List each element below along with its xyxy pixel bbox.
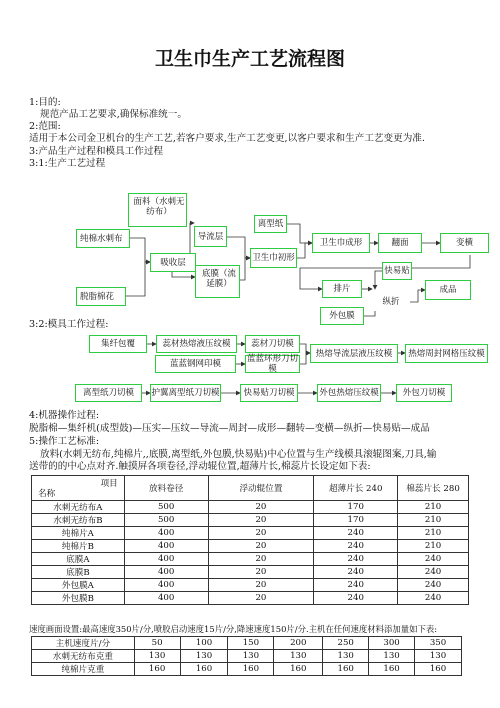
cell: 130 [415, 650, 462, 663]
purpose-heading: 1:目的: [29, 97, 61, 108]
cell: 240 [398, 579, 469, 592]
cell: 160 [228, 663, 274, 676]
node-wrap-film: 外包膜 [320, 307, 364, 325]
node-protect-release-knife: 护翼离型纸刀切模 [150, 384, 221, 402]
cell: 130 [134, 650, 180, 663]
table-row [32, 540, 469, 553]
node-core-hot-melt: 蕊材热熔液压纹模 [156, 335, 237, 353]
table-row [32, 592, 469, 605]
cell: 纯棉片克重 [32, 663, 135, 676]
cell: 130 [323, 650, 369, 663]
node-pad-blank: 卫生巾初形 [250, 248, 297, 268]
cell: 350 [415, 637, 462, 650]
cell: 纯棉片A [32, 527, 125, 540]
machine-text: 脱脂棉—集纤机(成型鼓)—压实—压纹—导流—周封—成形—翻转—变横—纵折—快易贴—成品 [29, 423, 430, 434]
cell: 240 [398, 553, 469, 566]
cell: 水刺无纺布A [32, 501, 125, 514]
spec-header: 棉蕊片长 280 [398, 476, 469, 501]
node-blue-ring-knife: 蓝蓝环形刀切模 [246, 354, 298, 374]
node-core-knife: 蕊材刀切模 [245, 335, 300, 353]
cell: 底膜A [32, 553, 125, 566]
cell: 500 [124, 501, 208, 514]
cell: 20 [208, 527, 314, 540]
cell: 250 [323, 637, 369, 650]
node-easy-tape-knife: 快易贴刀切模 [240, 384, 298, 402]
table-row [32, 637, 462, 650]
cell: 纯棉片B [32, 540, 125, 553]
table-row [32, 579, 469, 592]
speed-table [31, 636, 462, 676]
cell: 170 [314, 514, 398, 527]
cell: 20 [208, 553, 314, 566]
node-degreased-cotton: 脱脂棉花 [76, 287, 126, 306]
cell: 水刺无纺布B [32, 514, 125, 527]
cell: 20 [208, 501, 314, 514]
cell: 20 [208, 592, 314, 605]
cell: 20 [208, 514, 314, 527]
cell: 240 [398, 592, 469, 605]
std-text1: 放料(水刺无纺布,纯棉片,,底膜,离型纸,外包膜,快易贴)中心位置与生产线模具滚辊图案,刀具,输 [40, 449, 437, 460]
cell: 外包膜A [32, 579, 125, 592]
cell: 500 [124, 514, 208, 527]
node-pure-cotton-spunlace: 纯棉水刺布 [76, 229, 130, 248]
cell: 130 [180, 650, 228, 663]
std-heading: 5:操作工艺标准: [29, 436, 100, 447]
spec-table [31, 475, 469, 605]
cell: 240 [398, 566, 469, 579]
cell: 200 [274, 637, 323, 650]
node-blue-gel-screen: 蓝蓝钢网印模 [155, 355, 236, 373]
spec-header: 浮动辊位置 [208, 476, 314, 501]
table-row [32, 501, 469, 514]
node-flip: 翻面 [378, 233, 422, 253]
table-row [32, 514, 469, 527]
node-guide-layer: 导流层 [194, 226, 227, 247]
cell: 240 [314, 527, 398, 540]
node-release-paper: 离型纸 [254, 215, 287, 233]
node-wrap-hot-melt: 外包热熔压纹模 [317, 384, 381, 402]
cell: 400 [124, 566, 208, 579]
node-hot-melt-mesh-press: 热熔周封网格压纹模 [405, 344, 488, 363]
cell: 20 [208, 540, 314, 553]
node-transverse: 变横 [440, 233, 489, 253]
cell: 240 [314, 592, 398, 605]
cell: 240 [314, 540, 398, 553]
table-row [32, 566, 469, 579]
node-bottom-film: 底膜（流延膜） [195, 265, 240, 298]
node-wrap-knife: 外包刀切模 [396, 384, 452, 402]
process-heading: 3:产品生产过程和模具工作过程 [29, 146, 164, 157]
cell: 100 [180, 637, 228, 650]
std-text2: 送带的的中心点对齐.触摸屏各项卷径,浮动辊位置,超薄片长,棉蕊片长设定如下表: [29, 461, 371, 472]
process-sub1: 3:1:生产工艺过程 [29, 158, 106, 169]
cell: 400 [124, 527, 208, 540]
spec-corner [32, 476, 125, 501]
purpose-text: 规范产品工艺要求,确保标准统一。 [40, 109, 187, 120]
cell: 240 [314, 579, 398, 592]
node-pad-forming: 卫生巾成形 [312, 233, 370, 253]
mold-sub2: 3:2:模具工作过程: [29, 319, 109, 330]
cell: 210 [398, 501, 469, 514]
cell: 50 [134, 637, 180, 650]
cell: 外包膜B [32, 592, 125, 605]
cell: 240 [314, 566, 398, 579]
table-row [32, 553, 469, 566]
node-absorbent-layer: 吸收层 [150, 253, 196, 272]
node-hot-melt-guide-press: 热熔导流层液压纹模 [310, 344, 398, 363]
cell: 水刺无纺布克重 [32, 650, 135, 663]
table-row [32, 663, 462, 676]
scope-heading: 2:范围: [29, 121, 61, 132]
cell: 210 [398, 540, 469, 553]
cell: 160 [415, 663, 462, 676]
machine-heading: 4:机器操作过程: [29, 410, 100, 421]
node-surface-material: 面料（水刺无纺布） [128, 193, 187, 227]
cell: 240 [314, 553, 398, 566]
spec-corner-bottom: 名称 [38, 489, 56, 499]
cell: 160 [369, 663, 415, 676]
spec-header: 放料卷径 [124, 476, 208, 501]
cell: 160 [180, 663, 228, 676]
cell: 160 [323, 663, 369, 676]
cell: 底膜B [32, 566, 125, 579]
cell: 主机速度片/分 [32, 637, 135, 650]
cell: 400 [124, 553, 208, 566]
cell: 160 [134, 663, 180, 676]
cell: 210 [398, 527, 469, 540]
node-fold: 纵折 [372, 293, 410, 311]
speed-note: 速度画面设置:最高速度350片/分,喷胶启动速度15片/分,降速速度150片/分.主机在任何速度材料添加量如下表: [29, 624, 438, 634]
node-finished: 成品 [425, 280, 471, 300]
spec-corner-top: 项目 [100, 479, 118, 489]
cell: 130 [274, 650, 323, 663]
cell: 400 [124, 579, 208, 592]
cell: 400 [124, 540, 208, 553]
node-release-knife: 离型纸刀切模 [75, 384, 142, 402]
cell: 160 [274, 663, 323, 676]
node-row-sheet: 排片 [322, 280, 362, 298]
cell: 210 [398, 514, 469, 527]
cell: 400 [124, 592, 208, 605]
cell: 130 [228, 650, 274, 663]
table-row [32, 650, 462, 663]
cell: 130 [369, 650, 415, 663]
table-row [32, 527, 469, 540]
scope-text: 适用于本公司金卫机台的生产工艺,若客户要求,生产工艺变更,以客户要求和生产工艺变更为准. [29, 133, 425, 144]
page-title: 卫生巾生产工艺流程图 [154, 48, 345, 70]
node-easy-tape: 快易贴 [382, 262, 412, 280]
cell: 170 [314, 501, 398, 514]
cell: 300 [369, 637, 415, 650]
spec-header: 超薄片长 240 [314, 476, 398, 501]
cell: 20 [208, 566, 314, 579]
cell: 20 [208, 579, 314, 592]
cell: 150 [228, 637, 274, 650]
node-wrap-press: 集纤包覆 [89, 335, 147, 353]
